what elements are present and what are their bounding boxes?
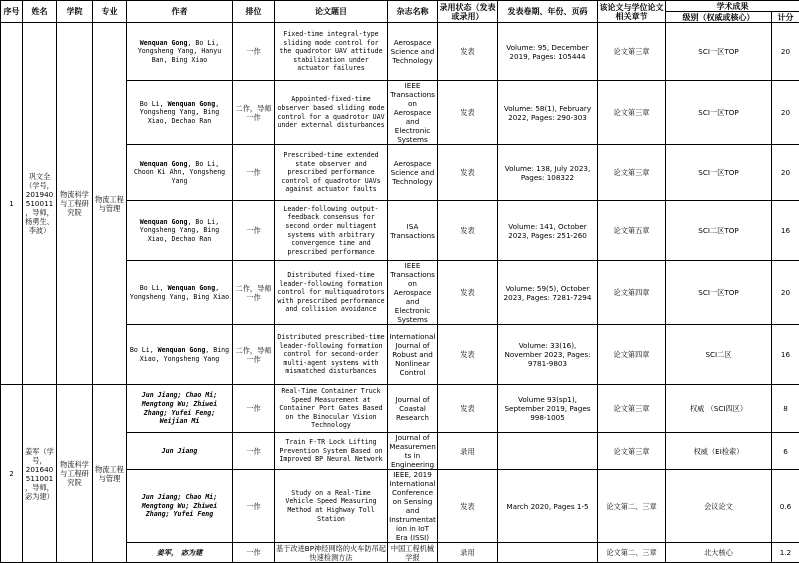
header-school: 学院 (57, 1, 93, 23)
paper-authors: Wenquan Gong, Bo Li, Yongsheng Yang, Bing Xiao, Dechao Ran (127, 201, 233, 261)
header-volume: 发表卷期、年份、页码 (498, 1, 598, 23)
paper-chapter: 论文第四章 (598, 325, 666, 385)
paper-authors: Jun Jiang; Chao Mi; Mengtong Wu; Zhiwei Zhang; Yufei Feng (127, 470, 233, 543)
paper-journal: International Journal of Robust and Nonlinear Control (388, 325, 438, 385)
paper-level: 权威（EI检索） (666, 433, 772, 470)
paper-authors: Wenquan Gong, Bo Li, Yongsheng Yang, Hanyu Ban, Bing Xiao (127, 23, 233, 81)
paper-level: SCI一区TOP (666, 261, 772, 325)
paper-chapter: 论文第三章 (598, 145, 666, 201)
paper-authors: Wenquan Gong, Bo Li, Choon Ki Ahn, Yongsheng Yang (127, 145, 233, 201)
header-achievement: 学术成果 (666, 1, 799, 12)
student-major: 物流工程与管理 (93, 385, 127, 563)
paper-status: 发表 (438, 201, 498, 261)
paper-volume: Volume: 95, December 2019, Pages: 105444 (498, 23, 598, 81)
paper-level: SCI一区TOP (666, 23, 772, 81)
paper-score: 6 (772, 433, 799, 470)
header-title: 论文题目 (275, 1, 388, 23)
paper-journal: Aerospace Science and Technology (388, 145, 438, 201)
paper-level: 会议论文 (666, 470, 772, 543)
paper-score: 16 (772, 325, 799, 385)
paper-level: SCI一区TOP (666, 145, 772, 201)
paper-status: 录用 (438, 543, 498, 563)
paper-status: 发表 (438, 325, 498, 385)
paper-volume (498, 433, 598, 470)
header-level: 级别（权威或核心） (666, 12, 772, 23)
paper-status: 发表 (438, 261, 498, 325)
paper-level: 北大核心 (666, 543, 772, 563)
paper-rank: 二作，导师一作 (233, 261, 275, 325)
paper-status: 发表 (438, 81, 498, 145)
paper-authors: Bo Li, Wenquan Gong, Bing Xiao, Yongsheng Yang (127, 325, 233, 385)
paper-chapter: 论文第二、三章 (598, 470, 666, 543)
paper-chapter: 论文第四章 (598, 261, 666, 325)
paper-score: 0.6 (772, 470, 799, 543)
paper-score: 16 (772, 201, 799, 261)
paper-title: Leader-following output-feedback consensus for second order multiagent systems with arbitrary convergence time and prescribed performance (275, 201, 388, 261)
paper-score: 20 (772, 23, 799, 81)
paper-volume: Volume: 33(16), November 2023, Pages: 9781-9803 (498, 325, 598, 385)
paper-journal: Aerospace Science and Technology (388, 23, 438, 81)
student-school: 物流科学与工程研究院 (57, 23, 93, 385)
paper-journal: 中国工程机械学报 (388, 543, 438, 563)
paper-volume: Volume 93(sp1), September 2019, Pages 998-1005 (498, 385, 598, 433)
paper-rank: 二作，导师一作 (233, 325, 275, 385)
paper-authors: Jun Jiang (127, 433, 233, 470)
paper-authors: Jun Jiang; Chao Mi; Mengtong Wu; Zhiwei Zhang; Yufei Feng; Weijian Mi (127, 385, 233, 433)
paper-status: 发表 (438, 470, 498, 543)
paper-chapter: 论文第三章 (598, 385, 666, 433)
paper-title: Distributed prescribed-time leader-following formation control for second-order multi-agent systems with mismatched disturbances (275, 325, 388, 385)
student-name: 巩文全（学号，201940510011，导师，杨勇生、李波） (23, 23, 57, 385)
paper-rank: 一作 (233, 23, 275, 81)
paper-rank: 一作 (233, 201, 275, 261)
paper-rank: 一作 (233, 433, 275, 470)
table-row (1, 23, 799, 81)
student-school: 物流科学与工程研究院 (57, 385, 93, 563)
header-status: 录用状态（发表或录用） (438, 1, 498, 23)
paper-score: 20 (772, 81, 799, 145)
paper-level: SCI二区 (666, 325, 772, 385)
paper-journal: Journal of Measurements in Engineering (388, 433, 438, 470)
paper-score: 20 (772, 145, 799, 201)
paper-title: Train F-TR Lock Lifting Prevention System Based on Improved BP Neural Network (275, 433, 388, 470)
paper-volume (498, 543, 598, 563)
paper-authors: 姜军， 宓为建 (127, 543, 233, 563)
paper-title: Appointed-fixed-time observer based sliding mode control for a quadrotor UAV under external disturbances (275, 81, 388, 145)
paper-rank: 一作 (233, 145, 275, 201)
paper-volume: Volume: 59(5), October 2023, Pages: 7281-7294 (498, 261, 598, 325)
paper-journal: Journal of Coastal Research (388, 385, 438, 433)
paper-rank: 一作 (233, 470, 275, 543)
student-name: 姜军（学号，201640511001，导师，宓为建） (23, 385, 57, 563)
student-seq: 1 (1, 23, 23, 385)
paper-chapter: 论文第五章 (598, 201, 666, 261)
paper-score: 20 (772, 261, 799, 325)
paper-level: SCI二区TOP (666, 201, 772, 261)
paper-status: 发表 (438, 385, 498, 433)
student-seq: 2 (1, 385, 23, 563)
paper-volume: March 2020, Pages 1-5 (498, 470, 598, 543)
paper-journal: ISA Transactions (388, 201, 438, 261)
paper-journal: IEEE Transactions on Aerospace and Electronic Systems (388, 81, 438, 145)
paper-level: 权威 （SCI四区） (666, 385, 772, 433)
paper-authors: Bo Li, Wenquan Gong, Yongsheng Yang, Bing Xiao, Dechao Ran (127, 81, 233, 145)
header-chapter: 该论文与学位论文相关章节 (598, 1, 666, 23)
paper-status: 录用 (438, 433, 498, 470)
paper-title: 基于改进BP神经网络的火车防吊起快速检测方法 (275, 543, 388, 563)
paper-rank: 一作 (233, 543, 275, 563)
paper-chapter: 论文第三章 (598, 433, 666, 470)
header-authors: 作者 (127, 1, 233, 23)
paper-title: Fixed-time integral-type sliding mode control for the quadrotor UAV attitude stabilization under actuator failures (275, 23, 388, 81)
paper-rank: 一作 (233, 385, 275, 433)
paper-title: Distributed fixed-time leader-following formation control for multiquadrotors with prescribed performance and collision avoidance (275, 261, 388, 325)
paper-chapter: 论文第三章 (598, 81, 666, 145)
paper-level: SCI一区TOP (666, 81, 772, 145)
header-rank: 排位 (233, 1, 275, 23)
paper-journal: IEEE, 2019 International Conference on Sensing and Instrumentation in IoT Era (ISSI) (388, 470, 438, 543)
paper-chapter: 论文第三章 (598, 23, 666, 81)
paper-volume: Volume: 141, October 2023, Pages: 251-260 (498, 201, 598, 261)
header-seq: 序号 (1, 1, 23, 23)
paper-volume: Volume: 138, July 2023, Pages: 108322 (498, 145, 598, 201)
paper-title: Real-Time Container Truck Speed Measurement at Container Port Gates Based on the Binocular Vision Technology (275, 385, 388, 433)
paper-authors: Bo Li, Wenquan Gong, Yongsheng Yang, Bing Xiao (127, 261, 233, 325)
paper-rank: 二作，导师一作 (233, 81, 275, 145)
header-name: 姓名 (23, 1, 57, 23)
header-journal: 杂志名称 (388, 1, 438, 23)
paper-journal: IEEE Transactions on Aerospace and Electronic Systems (388, 261, 438, 325)
paper-chapter: 论文第二、三章 (598, 543, 666, 563)
header-major: 专业 (93, 1, 127, 23)
table-row (1, 385, 799, 433)
paper-title: Study on a Real-Time Vehicle Speed Measuring Method at Highway Toll Station (275, 470, 388, 543)
header-score: 计分 (772, 12, 799, 23)
paper-status: 发表 (438, 23, 498, 81)
paper-volume: Volume: 58(1), February 2022, Pages: 290-303 (498, 81, 598, 145)
paper-score: 1.2 (772, 543, 799, 563)
paper-score: 8 (772, 385, 799, 433)
paper-title: Prescribed-time extended state observer and prescribed performance control of quadrotor UAVs against actuator faults (275, 145, 388, 201)
student-major: 物流工程与管理 (93, 23, 127, 385)
paper-status: 发表 (438, 145, 498, 201)
